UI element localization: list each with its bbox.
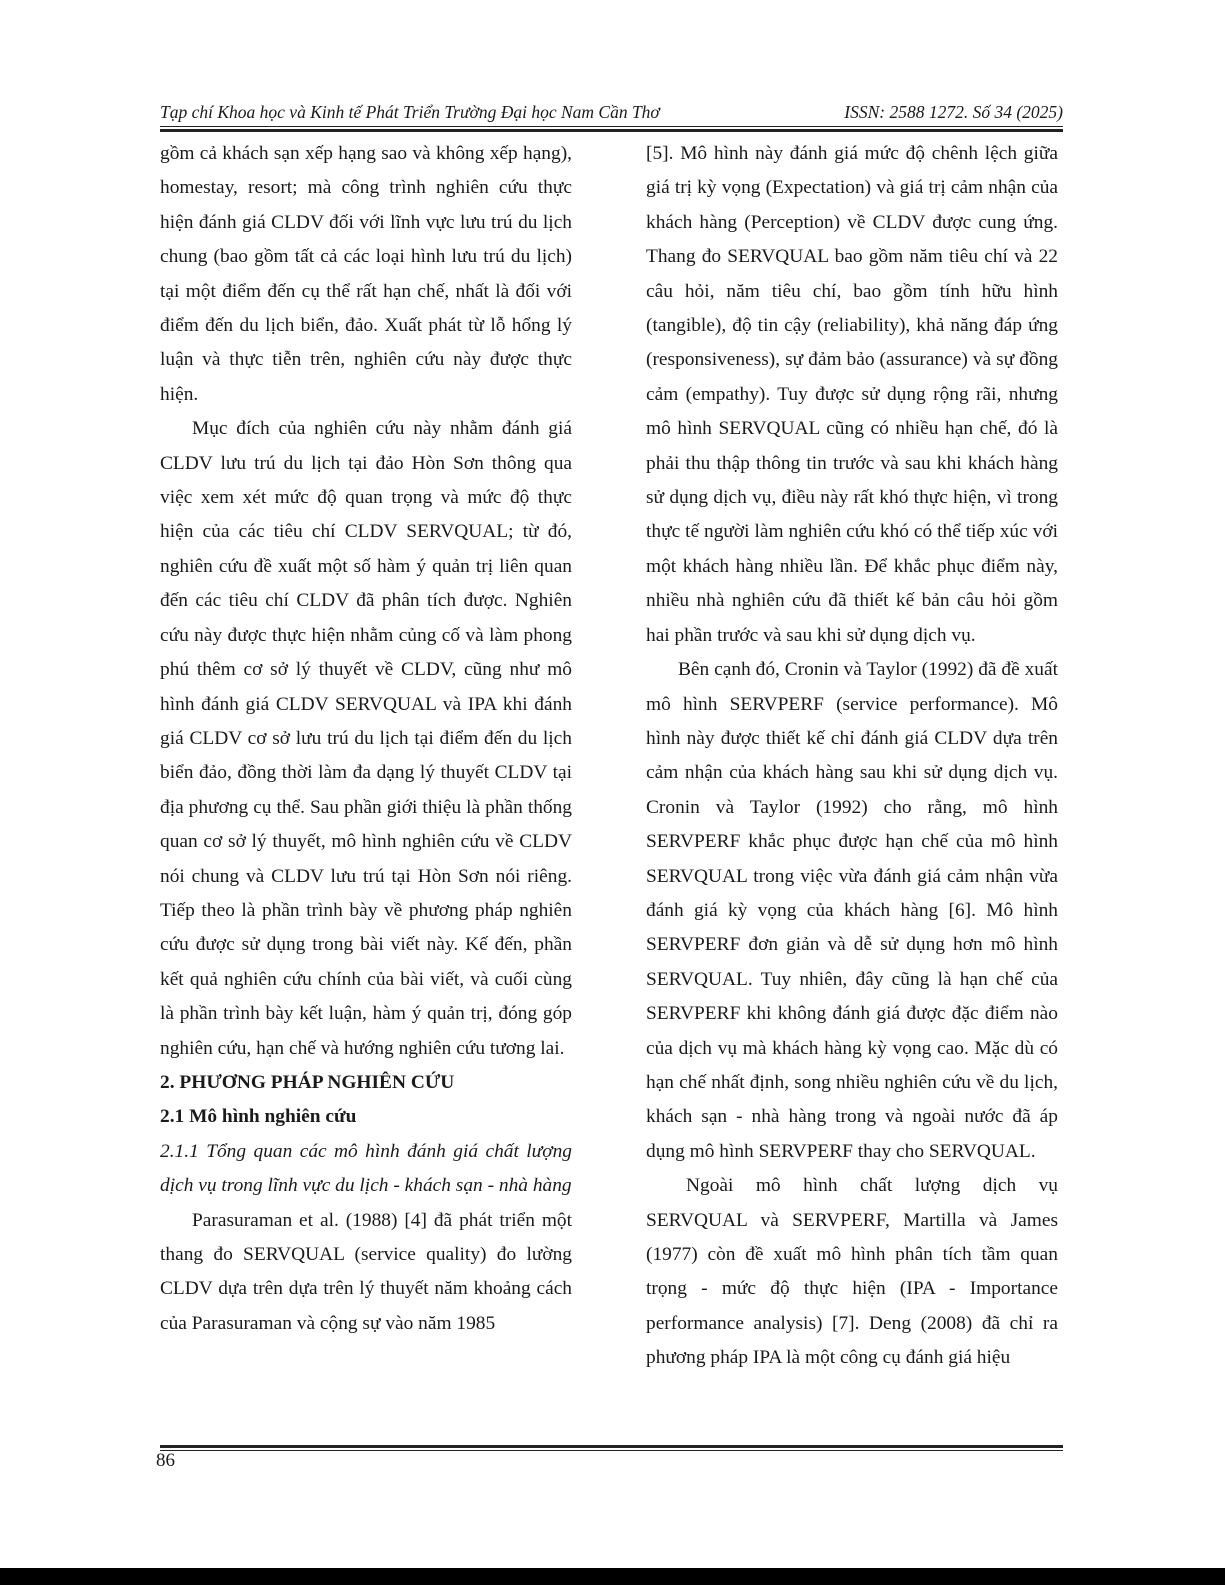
bottom-edge-bar — [0, 1568, 1225, 1585]
issn-info: ISSN: 2588 1272. Số 34 (2025) — [844, 102, 1063, 122]
journal-title: Tạp chí Khoa học và Kinh tế Phát Triển Trường Đại học Nam Cần Thơ — [160, 102, 660, 122]
left-paragraph-2: Mục đích của nghiên cứu này nhằm đánh giá CLDV lưu trú du lịch tại đảo Hòn Sơn thông qua việc xem xét mức độ quan trọng và mức độ thực hiện của các tiêu chí CLDV SERVQUAL; từ đó, nghiên cứu đề xuất một số hàm ý quản trị liên quan đến các tiêu chí CLDV đã phân tích được. Nghiên cứu này được thực hiện nhằm củng cố và làm phong phú thêm cơ sở lý thuyết về CLDV, cũng như mô hình đánh giá CLDV SERVQUAL và IPA khi đánh giá CLDV cơ sở lưu trú du lịch tại điểm đến du lịch biển đảo, đồng thời làm đa dạng lý thuyết CLDV tại địa phương cụ thể. Sau phần giới thiệu là phần thống quan cơ sở lý thuyết, mô hình nghiên cứu về CLDV nói chung và CLDV lưu trú tại Hòn Sơn nói riêng. Tiếp theo là phần trình bày về phương pháp nghiên cứu được sử dụng trong bài viết này. Kế đến, phần kết quả nghiên cứu chính của bài viết, và cuối cùng là phần trình bày kết luận, hàm ý quản trị, đóng góp nghiên cứu, hạn chế và hướng nghiên cứu tương lai. — [160, 418, 572, 1059]
running-header — [160, 100, 1063, 124]
header-rule — [160, 126, 1063, 132]
subsubsection-heading: 2.1.1 Tổng quan các mô hình đánh giá chất lượng dịch vụ trong lĩnh vực du lịch - khách sạn - nhà hàng — [160, 1140, 572, 1197]
left-column — [160, 137, 572, 1341]
right-column — [646, 137, 1058, 1376]
right-paragraph-1: [5]. Mô hình này đánh giá mức độ chênh lệch giữa giá trị kỳ vọng (Expectation) và giá trị cảm nhận của khách hàng (Perception) về CLDV được cung ứng. Thang đo SERVQUAL bao gồm năm tiêu chí và 22 câu hỏi, năm tiêu chí, bao gồm tính hữu hình (tangible), độ tin cậy (reliability), khả năng đáp ứng (responsiveness), sự đảm bảo (assurance) và sự đồng cảm (empathy). Tuy được sử dụng rộng rãi, nhưng mô hình SERVQUAL cũng có nhiều hạn chế, đó là phải thu thập thông tin trước và sau khi khách hàng sử dụng dịch vụ, điều này rất khó thực hiện, vì trong thực tế người làm nghiên cứu khó có thể tiếp xúc với một khách hàng nhiều lần. Để khắc phục điểm này, nhiều nhà nghiên cứu đã thiết kế bản câu hỏi gồm hai phần trước và sau khi sử dụng dịch vụ. — [646, 143, 1058, 646]
left-paragraph-3: Parasuraman et al. (1988) [4] đã phát triển một thang đo SERVQUAL (service quality) đo lường CLDV dựa trên dựa trên lý thuyết năm khoảng cách của Parasuraman và cộng sự vào năm 1985 — [160, 1209, 572, 1334]
left-paragraph-1: gồm cả khách sạn xếp hạng sao và không xếp hạng), homestay, resort; mà công trình nghiên cứu thực hiện đánh giá CLDV đối với lĩnh vực lưu trú du lịch chung (bao gồm tất cả các loại hình lưu trú du lịch) tại một điểm đến cụ thể rất hạn chế, nhất là đối với điểm đến du lịch biển, đảo. Xuất phát từ lỗ hổng lý luận và thực tiễn trên, nghiên cứu này được thực hiện. — [160, 143, 572, 405]
footer-rule — [160, 1445, 1063, 1451]
section-heading: 2. PHƯƠNG PHÁP NGHIÊN CỨU — [160, 1071, 455, 1093]
right-paragraph-2: Bên cạnh đó, Cronin và Taylor (1992) đã đề xuất mô hình SERVPERF (service performance). Mô hình này được thiết kế chỉ đánh giá CLDV dựa trên cảm nhận của khách hàng sau khi sử dụng dịch vụ. Cronin và Taylor (1992) cho rằng, mô hình SERVPERF khắc phục được hạn chế của mô hình SERVQUAL trong việc vừa đánh giá cảm nhận vừa đánh giá kỳ vọng của khách hàng [6]. Mô hình SERVPERF đơn giản và dễ sử dụng hơn mô hình SERVQUAL. Tuy nhiên, đây cũng là hạn chế của SERVPERF khi không đánh giá được đặc điểm nào của dịch vụ mà khách hàng kỳ vọng cao. Mặc dù có hạn chế nhất định, song nhiều nghiên cứu về du lịch, khách sạn - nhà hàng trong và ngoài nước đã áp dụng mô hình SERVPERF thay cho SERVQUAL. — [646, 659, 1058, 1162]
page-number: 86 — [156, 1450, 175, 1471]
right-paragraph-3: Ngoài mô hình chất lượng dịch vụ SERVQUAL và SERVPERF, Martilla và James (1977) còn đề xuất mô hình phân tích tầm quan trọng - mức độ thực hiện (IPA - Importance performance analysis) [7]. Deng (2008) đã chỉ ra phương pháp IPA là một công cụ đánh giá hiệu — [646, 1175, 1058, 1369]
subsection-heading: 2.1 Mô hình nghiên cứu — [160, 1106, 357, 1128]
